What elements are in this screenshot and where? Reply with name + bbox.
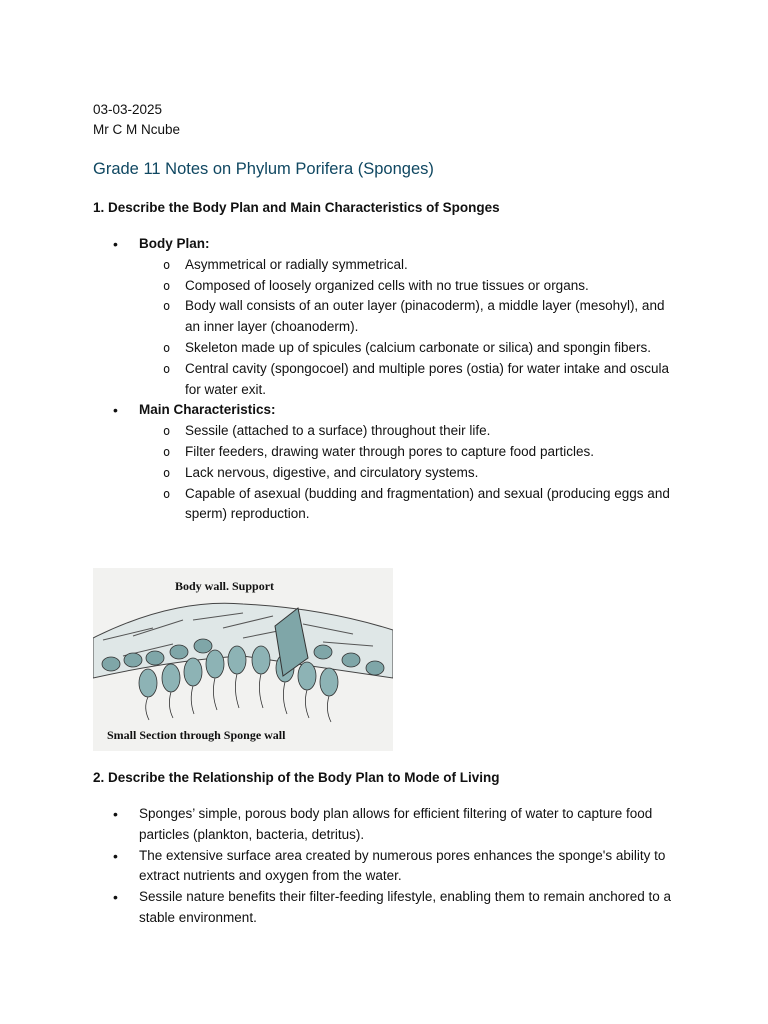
section-2-heading: 2. Describe the Relationship of the Body Plan to Mode of Living (93, 770, 500, 785)
body-plan-items (139, 255, 673, 401)
author: Mr C M Ncube (93, 122, 181, 137)
section-1-heading: 1. Describe the Body Plan and Main Characteristics of Sponges (93, 200, 500, 215)
page-title: Grade 11 Notes on Phylum Porifera (Sponges) (93, 160, 434, 178)
figure-bottom-caption: Small Section through Sponge wall (107, 728, 286, 742)
list-item: o Skeleton made up of spicules (calcium carbonate or silica) and spongin fibers. (139, 338, 673, 359)
characteristics-group (93, 400, 673, 525)
figure-top-caption: Body wall. Support (175, 579, 275, 593)
list-item: o Lack nervous, digestive, and circulatory systems. (139, 463, 673, 484)
characteristics-items (139, 421, 673, 525)
list-item: o Central cavity (spongocoel) and multiple pores (ostia) for water intake and oscula for water exit. (139, 359, 673, 401)
list-item: • Sessile nature benefits their filter-feeding lifestyle, enabling them to remain anchored to a stable environment. (93, 887, 673, 929)
list-item: o Asymmetrical or radially symmetrical. (139, 255, 673, 276)
body-plan-label: Body Plan: (139, 236, 210, 251)
section-2-list (93, 804, 673, 929)
sponge-wall-illustration (93, 568, 393, 751)
list-item: • The extensive surface area created by numerous pores enhances the sponge's ability to extract nutrients and oxygen from the water. (93, 846, 673, 888)
list-item: o Filter feeders, drawing water through pores to capture food particles. (139, 442, 673, 463)
section-1-list (93, 234, 673, 525)
section-2 (93, 768, 673, 929)
sponge-wall-diagram (93, 568, 393, 751)
date: 03-03-2025 (93, 102, 163, 117)
list-item: o Body wall consists of an outer layer (pinacoderm), a middle layer (mesohyl), and an inner layer (choanoderm). (139, 296, 673, 338)
list-item: • Sponges’ simple, porous body plan allows for efficient filtering of water to capture food particles (plankton, bacteria, detritus). (93, 804, 673, 846)
characteristics-label: Main Characteristics: (139, 402, 276, 418)
body-plan-group (93, 234, 673, 400)
list-item: o Capable of asexual (budding and fragmentation) and sexual (producing eggs and sperm) reproduction. (139, 484, 673, 526)
list-item: o Composed of loosely organized cells with no true tissues or organs. (139, 276, 673, 297)
list-item: o Sessile (attached to a surface) throughout their life. (139, 421, 673, 442)
document-page (93, 100, 673, 525)
